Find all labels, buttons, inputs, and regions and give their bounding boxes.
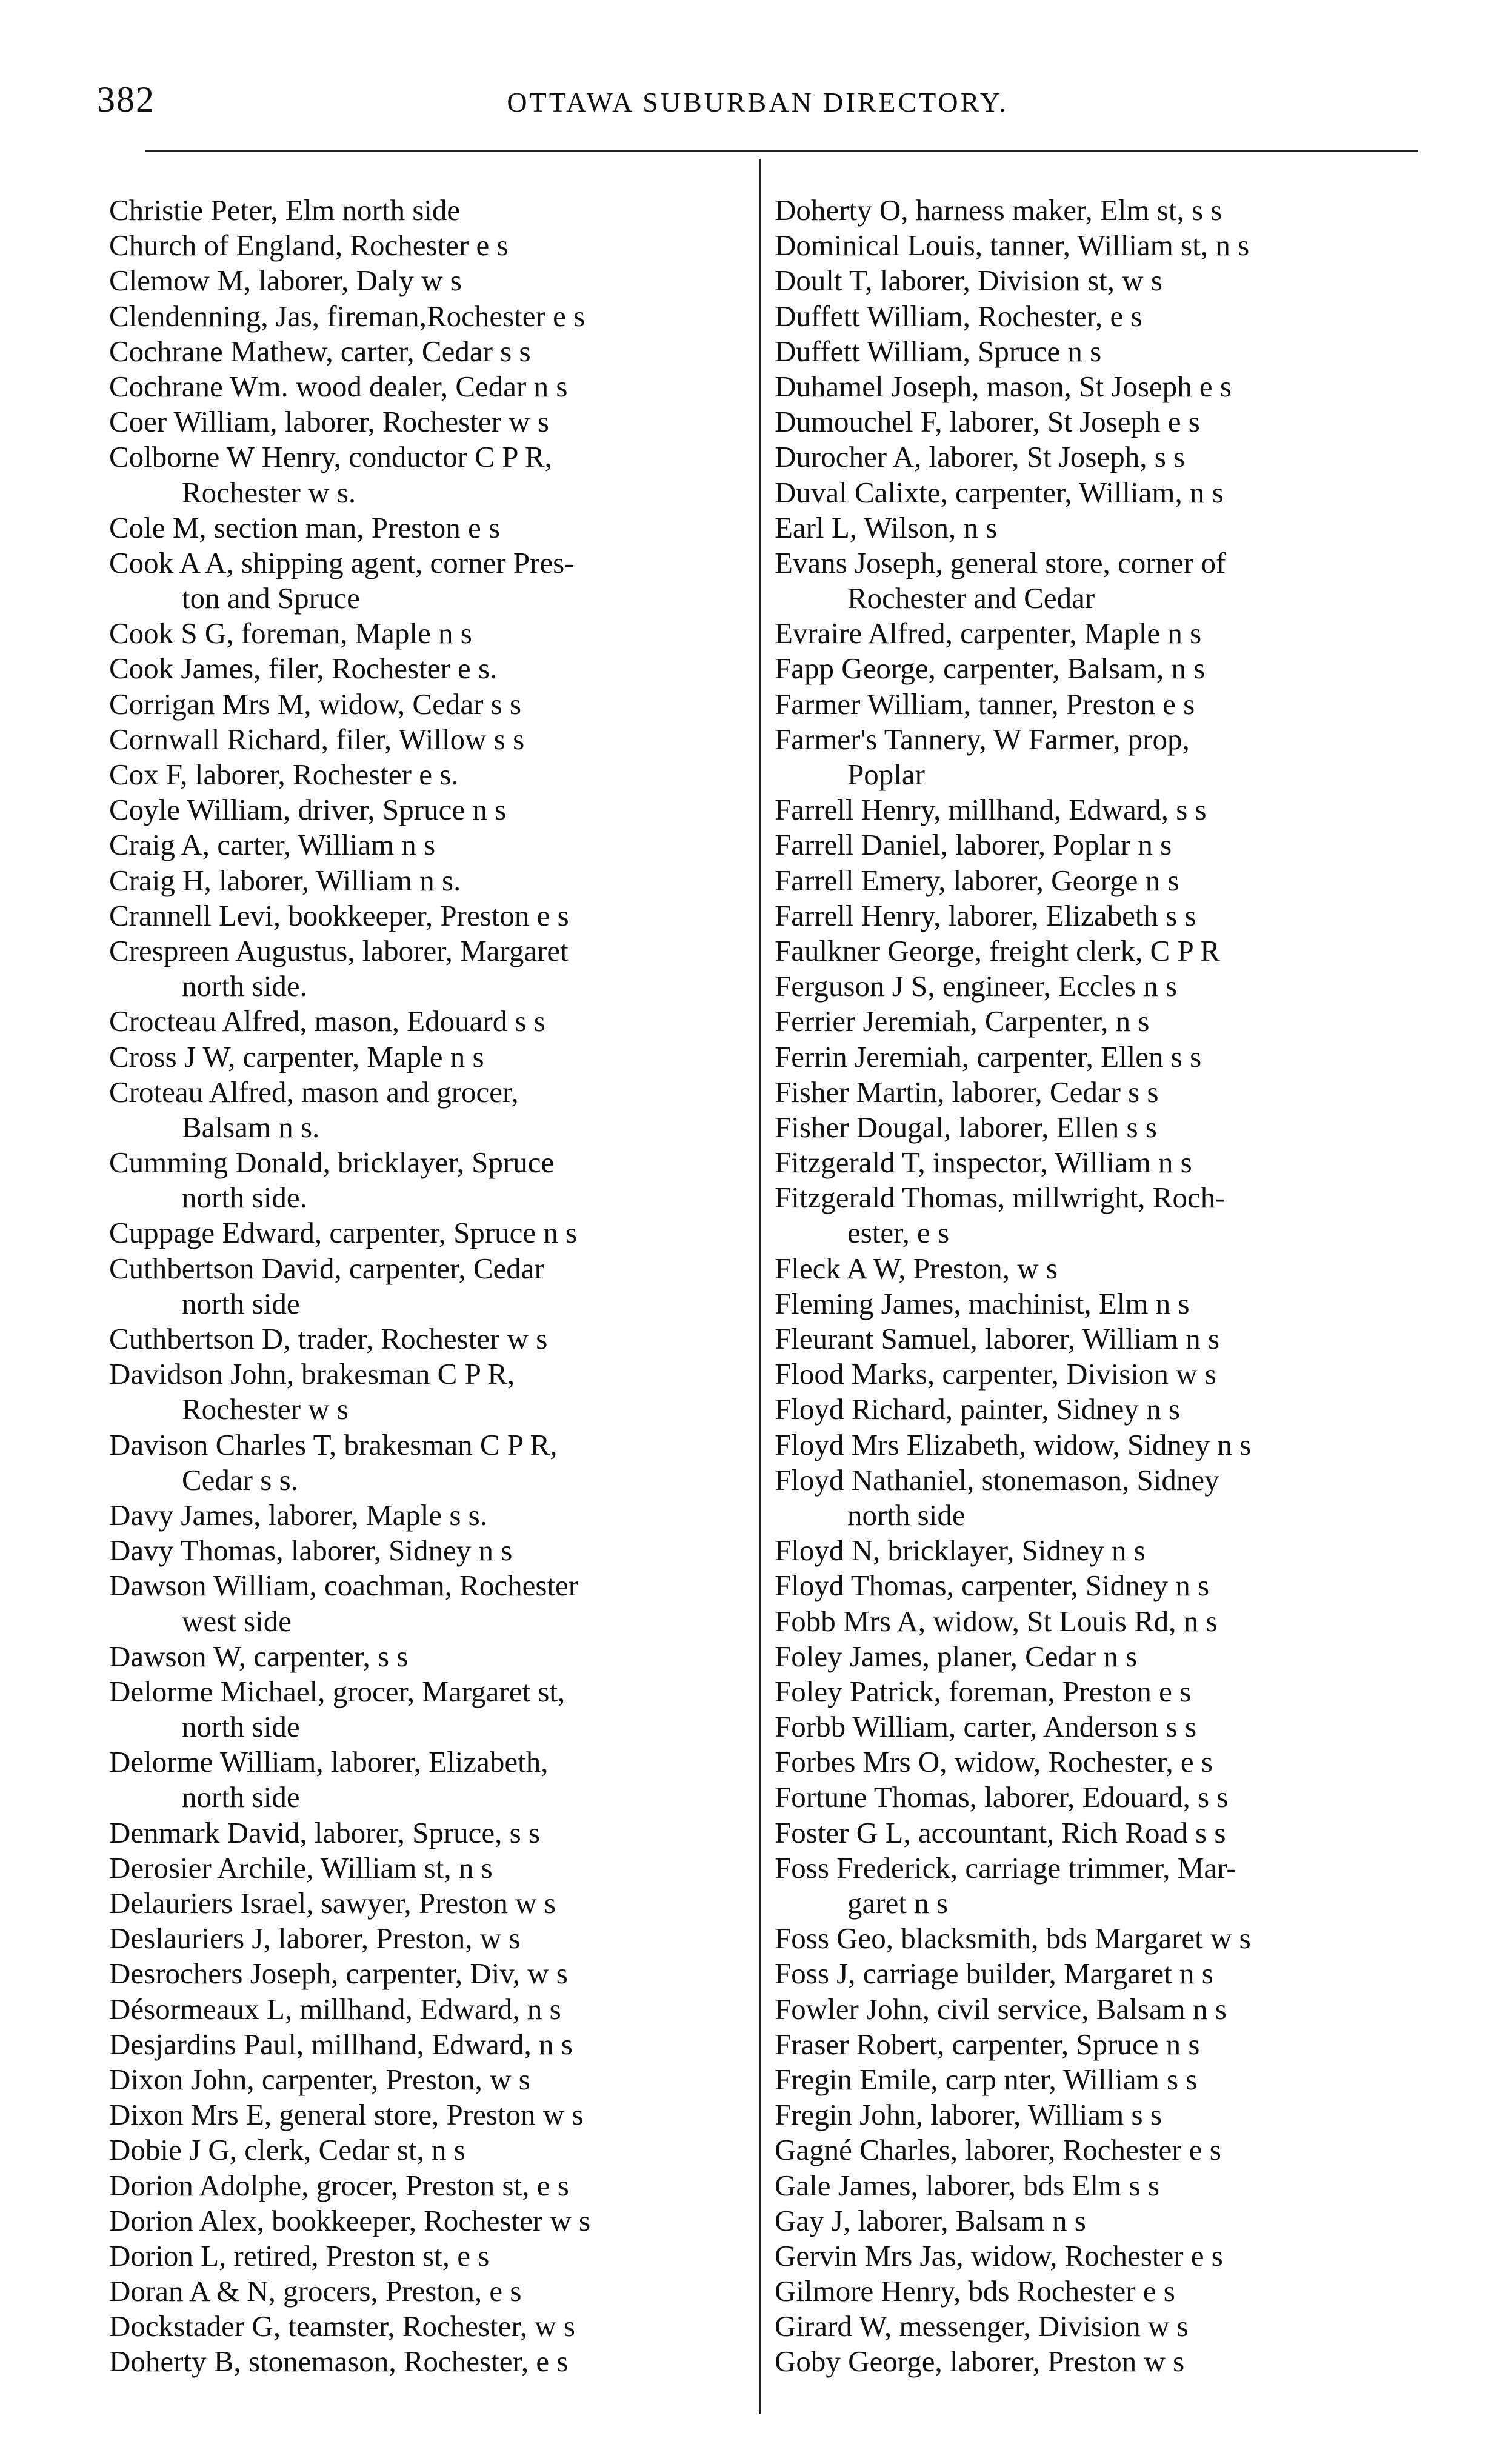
directory-entry: Crannell Levi, bookkeeper, Preston e s (109, 898, 569, 932)
directory-entry: Cuthbertson David, carpenter, Cedar (109, 1251, 544, 1285)
directory-entry-continuation: north side (182, 1286, 300, 1320)
running-title: OTTAWA SUBURBAN DIRECTORY. (507, 87, 1009, 118)
directory-entry: Fraser Robert, carpenter, Spruce n s (775, 2027, 1200, 2061)
directory-entry: Floyd Thomas, carpenter, Sidney n s (775, 1569, 1210, 1603)
directory-entry: Foster G L, accountant, Rich Road s s (775, 1815, 1226, 1849)
directory-entry: Fleurant Samuel, laborer, William n s (775, 1322, 1220, 1355)
directory-entry: Durocher A, laborer, St Joseph, s s (775, 440, 1186, 474)
directory-entry: Craig A, carter, William n s (109, 828, 436, 862)
directory-entry: Davy Thomas, laborer, Sidney n s (109, 1534, 513, 1568)
directory-entry: Goby George, laborer, Preston w s (775, 2345, 1185, 2379)
directory-entry: Dockstader G, teamster, Rochester, w s (109, 2309, 575, 2343)
directory-entry: Floyd Nathaniel, stonemason, Sidney (775, 1463, 1219, 1497)
directory-entry-continuation: north side (182, 1710, 300, 1744)
directory-entry: Floyd Richard, painter, Sidney n s (775, 1392, 1180, 1426)
directory-entry: Cook A A, shipping agent, corner Pres- (109, 546, 575, 579)
directory-entry: Derosier Archile, William st, n s (109, 1851, 493, 1885)
directory-entry-continuation: north side. (182, 1181, 307, 1215)
directory-entry: Evans Joseph, general store, corner of (775, 546, 1226, 579)
directory-entry: Duhamel Joseph, mason, St Joseph e s (775, 369, 1232, 403)
directory-entry: Craig H, laborer, William n s. (109, 863, 461, 897)
directory-entry: Girard W, messenger, Division w s (775, 2309, 1189, 2343)
directory-entry-continuation: Rochester and Cedar (847, 581, 1095, 615)
directory-column-right (775, 193, 1417, 2380)
directory-entry: Foss Geo, blacksmith, bds Margaret w s (775, 1921, 1251, 1955)
page-header (97, 79, 1418, 133)
directory-entry-continuation: north side (182, 1780, 300, 1814)
directory-entry: Doherty O, harness maker, Elm st, s s (775, 193, 1222, 227)
directory-entry: Farrell Daniel, laborer, Poplar n s (775, 828, 1172, 862)
directory-entry: Foley Patrick, foreman, Preston e s (775, 1674, 1192, 1708)
directory-entry: Dixon Mrs E, general store, Preston w s (109, 2098, 584, 2132)
directory-entry: Gervin Mrs Jas, widow, Rochester e s (775, 2239, 1223, 2272)
directory-entry: Fobb Mrs A, widow, St Louis Rd, n s (775, 1604, 1218, 1638)
directory-entry: Cox F, laborer, Rochester e s. (109, 758, 459, 791)
directory-entry: Faulkner George, freight clerk, C P R (775, 933, 1220, 967)
directory-entry: Davison Charles T, brakesman C P R, (109, 1427, 558, 1461)
directory-entry: Désormeaux L, millhand, Edward, n s (109, 1992, 561, 2026)
directory-column-left (109, 193, 752, 2380)
directory-entry: Delauriers Israel, sawyer, Preston w s (109, 1886, 556, 1920)
directory-entry: Coer William, laborer, Rochester w s (109, 405, 549, 439)
directory-entry: Fleck A W, Preston, w s (775, 1251, 1058, 1285)
directory-entry: Cole M, section man, Preston e s (109, 510, 501, 544)
directory-entry: Delorme William, laborer, Elizabeth, (109, 1745, 549, 1779)
directory-entry: Colborne W Henry, conductor C P R, (109, 440, 552, 474)
column-divider (759, 159, 761, 2414)
directory-entry: Dominical Louis, tanner, William st, n s (775, 229, 1250, 262)
directory-entry: Davy James, laborer, Maple s s. (109, 1498, 487, 1532)
directory-entry-continuation: Rochester w s. (182, 475, 356, 509)
directory-entry: Ferrier Jeremiah, Carpenter, n s (775, 1004, 1150, 1038)
directory-entry: Croteau Alfred, mason and grocer, (109, 1075, 519, 1109)
directory-entry: Desjardins Paul, millhand, Edward, n s (109, 2027, 573, 2061)
directory-entry-continuation: ton and Spruce (182, 581, 360, 615)
directory-entry: Foley James, planer, Cedar n s (775, 1639, 1138, 1673)
directory-entry: Doult T, laborer, Division st, w s (775, 264, 1162, 298)
directory-entry: Earl L, Wilson, n s (775, 510, 998, 544)
directory-entry-continuation: north side (847, 1498, 966, 1532)
directory-entry: Gale James, laborer, bds Elm s s (775, 2168, 1159, 2202)
directory-entry: Evraire Alfred, carpenter, Maple n s (775, 616, 1202, 650)
directory-entry: Farmer William, tanner, Preston e s (775, 687, 1195, 721)
directory-entry: Floyd N, bricklayer, Sidney n s (775, 1534, 1146, 1568)
directory-entry: Dumouchel F, laborer, St Joseph e s (775, 405, 1200, 439)
directory-entry: Desrochers Joseph, carpenter, Div, w s (109, 1957, 568, 1991)
directory-entry: Fleming James, machinist, Elm n s (775, 1286, 1190, 1320)
directory-entry: Fitzgerald T, inspector, William n s (775, 1146, 1192, 1180)
directory-entry: Fisher Dougal, laborer, Ellen s s (775, 1110, 1157, 1144)
directory-entry: Foss J, carriage builder, Margaret n s (775, 1957, 1213, 1991)
directory-entry: Denmark David, laborer, Spruce, s s (109, 1815, 541, 1849)
directory-entry: Ferguson J S, engineer, Eccles n s (775, 969, 1177, 1003)
directory-entry-continuation: north side. (182, 969, 307, 1003)
directory-entry: Coyle William, driver, Spruce n s (109, 793, 507, 827)
directory-entry: Gilmore Henry, bds Rochester e s (775, 2274, 1175, 2308)
page-number: 382 (97, 79, 155, 119)
directory-entry: Cornwall Richard, filer, Willow s s (109, 722, 525, 756)
directory-entry: Church of England, Rochester e s (109, 229, 509, 262)
directory-entry: Flood Marks, carpenter, Division w s (775, 1357, 1216, 1391)
directory-entry: Farrell Henry, millhand, Edward, s s (775, 793, 1207, 827)
directory-entry-continuation: ester, e s (847, 1216, 950, 1250)
directory-entry: Duffett William, Rochester, e s (775, 299, 1142, 333)
directory-entry: Farrell Emery, laborer, George n s (775, 863, 1179, 897)
directory-entry: Forbb William, carter, Anderson s s (775, 1710, 1197, 1744)
directory-entry: Fitzgerald Thomas, millwright, Roch- (775, 1181, 1226, 1215)
directory-entry: Fowler John, civil service, Balsam n s (775, 1992, 1227, 2026)
directory-entry-continuation: Poplar (847, 758, 925, 791)
directory-entry: Gagné Charles, laborer, Rochester e s (775, 2133, 1221, 2167)
directory-entry: Dixon John, carpenter, Preston, w s (109, 2062, 530, 2096)
directory-entry: Clemow M, laborer, Daly w s (109, 264, 462, 298)
directory-entry: Gay J, laborer, Balsam n s (775, 2203, 1086, 2237)
directory-entry: Delorme Michael, grocer, Margaret st, (109, 1674, 565, 1708)
directory-entry: Fisher Martin, laborer, Cedar s s (775, 1075, 1159, 1109)
directory-entry: Ferrin Jeremiah, carpenter, Ellen s s (775, 1040, 1202, 1073)
directory-entry: Crespreen Augustus, laborer, Margaret (109, 933, 569, 967)
directory-entry: Farrell Henry, laborer, Elizabeth s s (775, 898, 1196, 932)
directory-entry-continuation: west side (182, 1604, 292, 1638)
directory-entry: Dawson William, coachman, Rochester (109, 1569, 579, 1603)
directory-entry: Cumming Donald, bricklayer, Spruce (109, 1146, 555, 1180)
directory-entry: Deslauriers J, laborer, Preston, w s (109, 1921, 521, 1955)
directory-entry: Foss Frederick, carriage trimmer, Mar- (775, 1851, 1236, 1885)
directory-entry: Fregin Emile, carp nter, William s s (775, 2062, 1198, 2096)
directory-entry: Dobie J G, clerk, Cedar st, n s (109, 2133, 465, 2167)
directory-entry: Cook James, filer, Rochester e s. (109, 652, 498, 686)
directory-entry: Cuppage Edward, carpenter, Spruce n s (109, 1216, 578, 1250)
header-rule (145, 150, 1418, 152)
directory-entry: Davidson John, brakesman C P R, (109, 1357, 515, 1391)
directory-entry: Crocteau Alfred, mason, Edouard s s (109, 1004, 545, 1038)
directory-entry: Duval Calixte, carpenter, William, n s (775, 475, 1224, 509)
directory-entry-continuation: Rochester w s (182, 1392, 349, 1426)
directory-entry: Farmer's Tannery, W Farmer, prop, (775, 722, 1190, 756)
directory-entry: Dorion L, retired, Preston st, e s (109, 2239, 490, 2272)
directory-entry: Cook S G, foreman, Maple n s (109, 616, 472, 650)
directory-entry: Christie Peter, Elm north side (109, 193, 461, 227)
directory-entry: Clendenning, Jas, fireman,Rochester e s (109, 299, 585, 333)
directory-entry: Corrigan Mrs M, widow, Cedar s s (109, 687, 522, 721)
directory-entry: Cross J W, carpenter, Maple n s (109, 1040, 484, 1073)
directory-entry-continuation: Cedar s s. (182, 1463, 298, 1497)
directory-entry: Doran A & N, grocers, Preston, e s (109, 2274, 522, 2308)
directory-entry: Fortune Thomas, laborer, Edouard, s s (775, 1780, 1229, 1814)
directory-entry: Floyd Mrs Elizabeth, widow, Sidney n s (775, 1427, 1252, 1461)
directory-entry: Fregin John, laborer, William s s (775, 2098, 1162, 2132)
directory-entry: Dorion Alex, bookkeeper, Rochester w s (109, 2203, 591, 2237)
directory-entry: Dorion Adolphe, grocer, Preston st, e s (109, 2168, 569, 2202)
directory-entry: Cochrane Wm. wood dealer, Cedar n s (109, 369, 568, 403)
directory-entry: Cuthbertson D, trader, Rochester w s (109, 1322, 548, 1355)
directory-entry: Dawson W, carpenter, s s (109, 1639, 409, 1673)
directory-entry: Fapp George, carpenter, Balsam, n s (775, 652, 1206, 686)
directory-entry: Forbes Mrs O, widow, Rochester, e s (775, 1745, 1213, 1779)
directory-entry: Duffett William, Spruce n s (775, 334, 1102, 368)
directory-entry-continuation: garet n s (847, 1886, 948, 1920)
directory-entry: Doherty B, stonemason, Rochester, e s (109, 2345, 569, 2379)
directory-entry-continuation: Balsam n s. (182, 1110, 320, 1144)
directory-entry: Cochrane Mathew, carter, Cedar s s (109, 334, 531, 368)
